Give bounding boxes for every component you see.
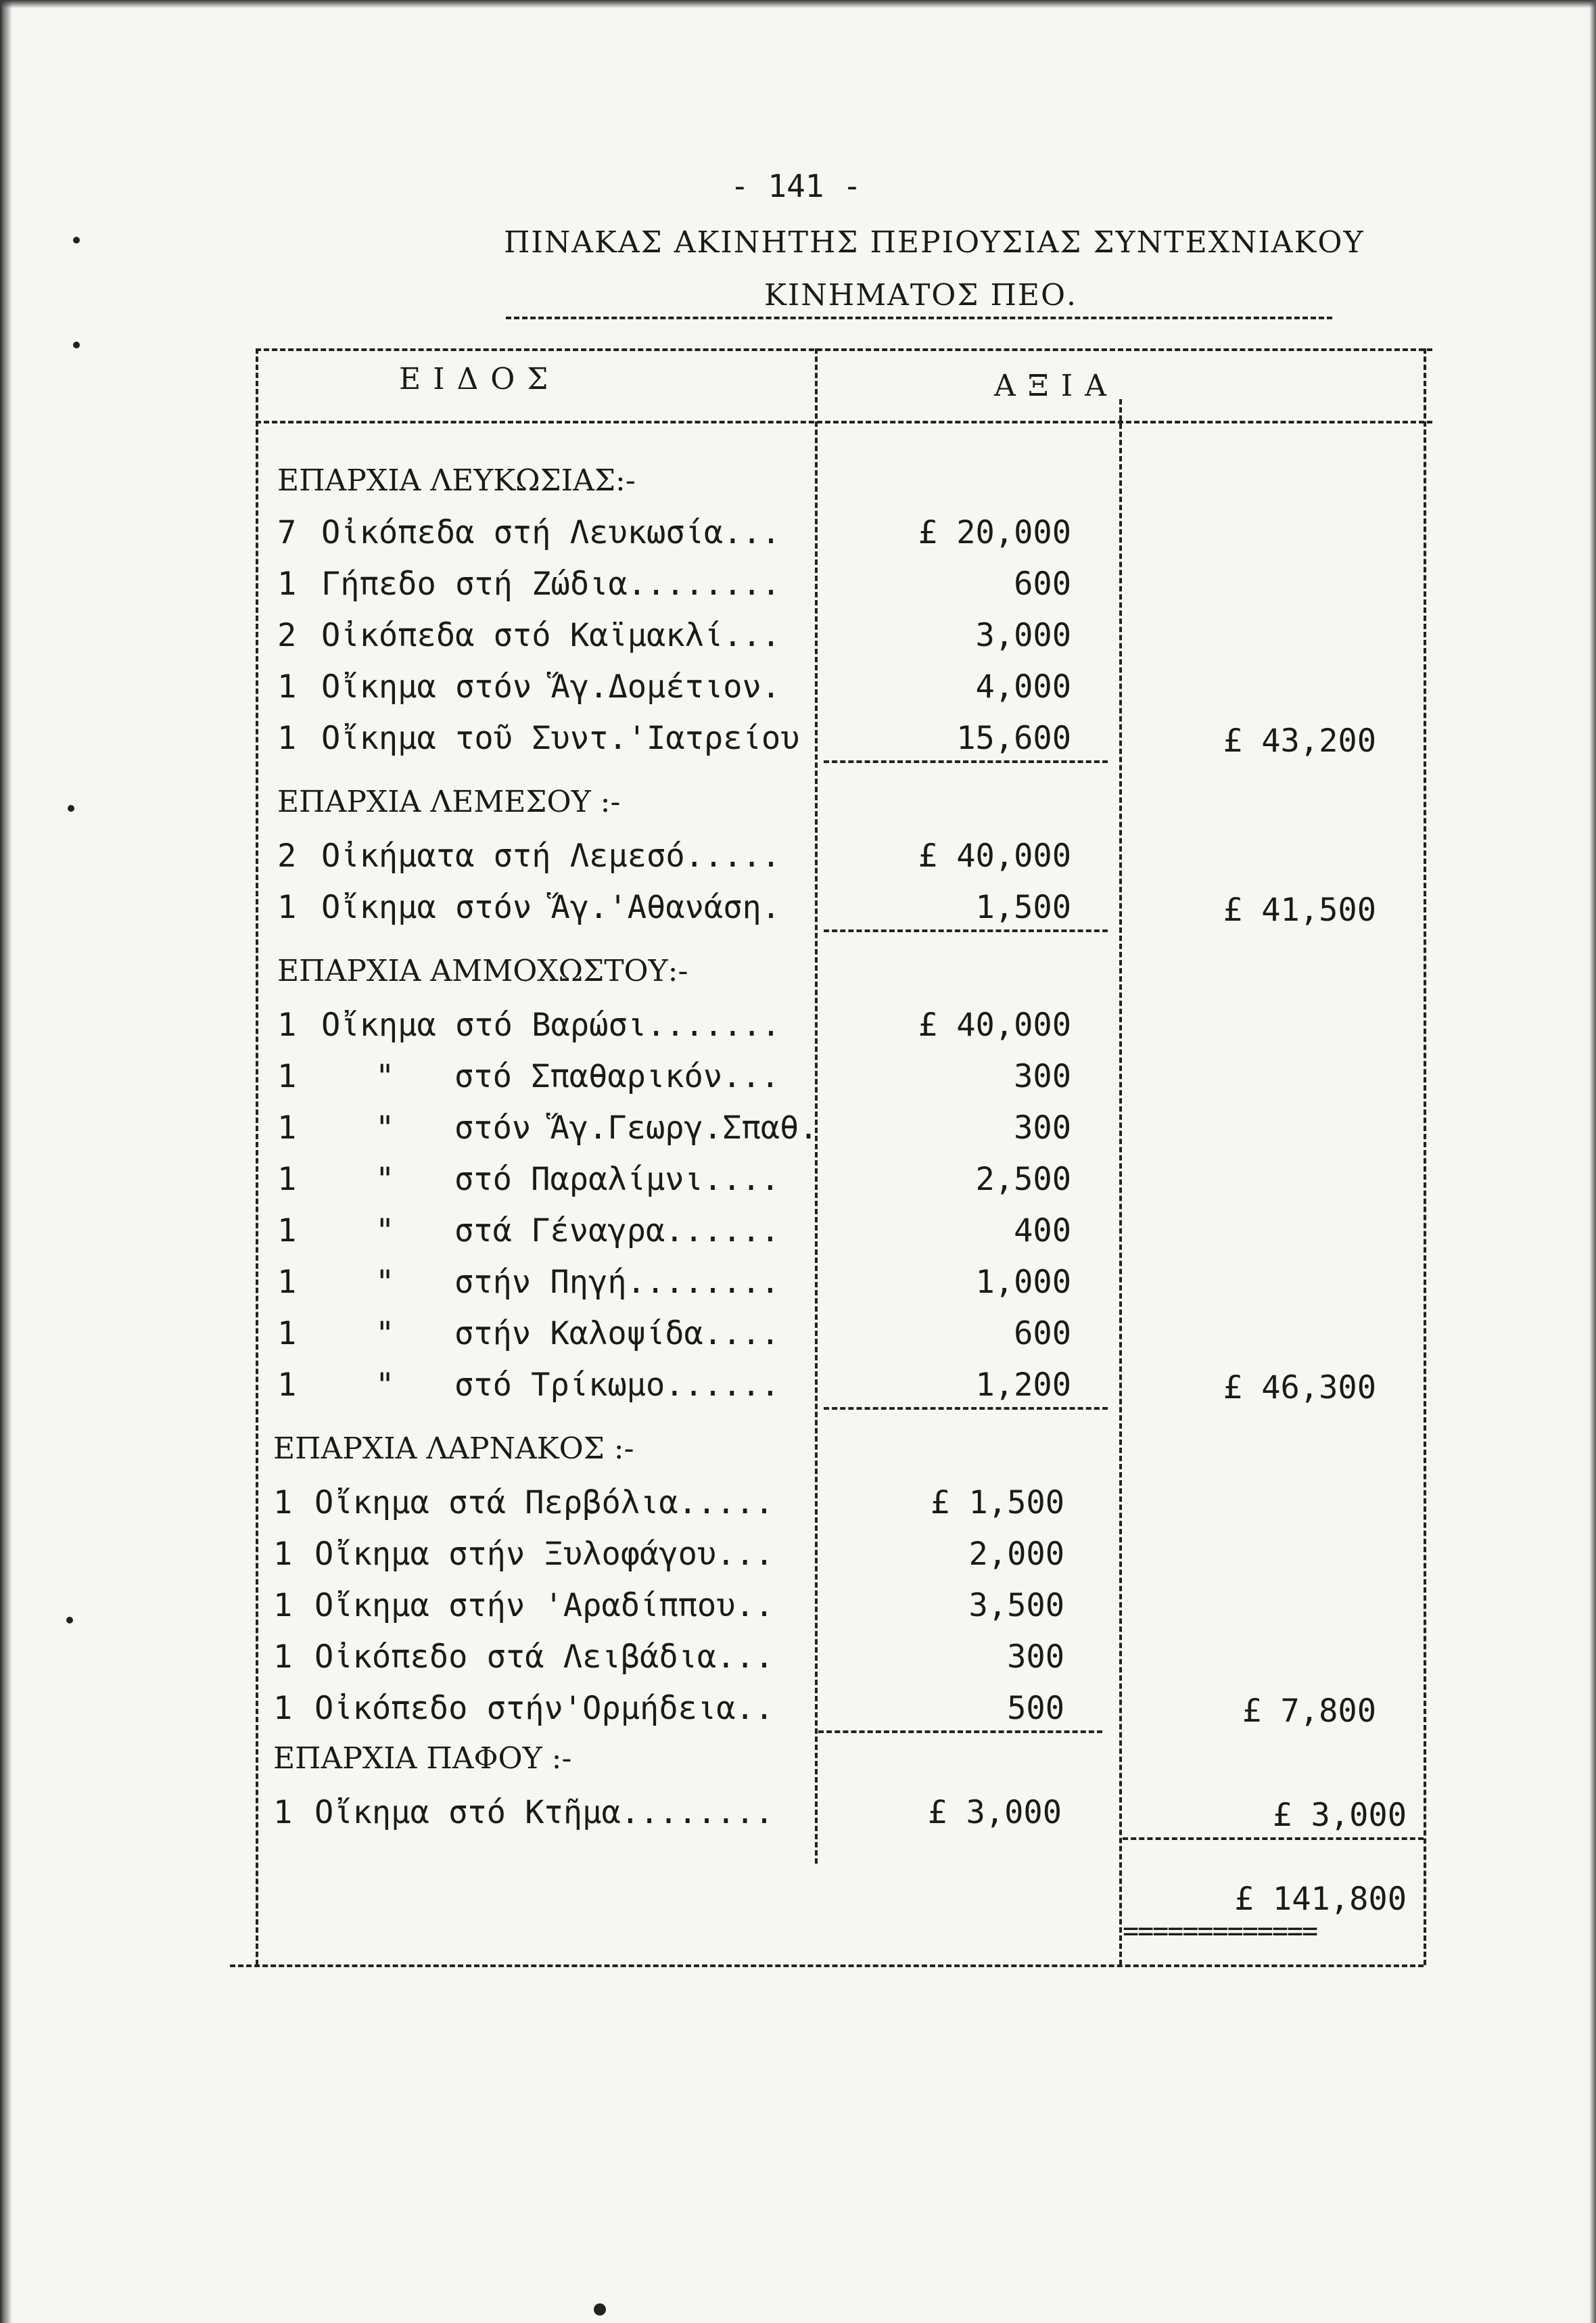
row-qty: 1 <box>277 1212 297 1249</box>
column-header-value: Α Ξ Ι Α <box>994 369 1108 403</box>
scan-speck <box>594 2303 606 2316</box>
section-heading: ΕΠΑΡΧΙΑ ΛΑΡΝΑΚΟΣ :- <box>273 1431 634 1466</box>
row-value: 15,600 <box>956 720 1071 757</box>
row-value: 2,000 <box>968 1536 1064 1573</box>
row-qty: 1 <box>273 1587 293 1624</box>
row-desc: Οἴκημα στό Βαρώσι....... <box>321 1007 781 1044</box>
row-qty: 1 <box>273 1638 293 1676</box>
table-right-border <box>1424 348 1426 1965</box>
row-desc: Οἴκημα στά Περβόλια..... <box>314 1484 774 1521</box>
row-ditto: " <box>375 1058 395 1095</box>
row-qty: 1 <box>273 1536 293 1573</box>
row-qty: 1 <box>277 889 297 926</box>
row-qty: 2 <box>277 837 297 875</box>
row-qty: 1 <box>277 1366 297 1404</box>
row-qty: 1 <box>277 720 297 757</box>
subtotal-rule <box>824 929 1108 932</box>
scan-edge-top <box>0 0 1596 8</box>
document-subtitle: ΚΙΝΗΜΑΤΟΣ ΠΕΟ. <box>764 278 1078 313</box>
row-desc: στό Παραλίμνι.... <box>454 1161 780 1198</box>
row-ditto: " <box>375 1212 395 1249</box>
column-header-item: Ε Ι Δ Ο Σ <box>399 362 550 396</box>
title-underline <box>506 317 1332 319</box>
row-qty: 1 <box>277 1109 297 1147</box>
row-qty: 1 <box>277 1058 297 1095</box>
row-value: 1,500 <box>975 889 1071 926</box>
section-total: £ 3,000 <box>1272 1797 1407 1834</box>
row-value: 600 <box>1014 1315 1071 1352</box>
row-value: 600 <box>1014 566 1071 603</box>
grand-total: £ 141,800 <box>1234 1881 1407 1918</box>
row-desc: Οἴκημα τοῦ Συντ.'Ιατρείου <box>321 720 800 757</box>
scan-edge-left <box>0 0 12 2323</box>
row-desc: Οἴκημα στήν Ξυλοφάγου... <box>314 1536 774 1573</box>
section-total: £ 46,300 <box>1223 1369 1376 1406</box>
scan-speck <box>73 237 80 244</box>
table-top-rule <box>256 348 1432 351</box>
row-qty: 1 <box>277 566 297 603</box>
subtotal-rule <box>824 760 1108 763</box>
row-value: 1,000 <box>975 1264 1071 1301</box>
row-desc: Οἰκόπεδα στό Καϊμακλί... <box>321 617 781 654</box>
row-desc: στήν Καλοψίδα.... <box>454 1315 780 1352</box>
row-value: 400 <box>1014 1212 1071 1249</box>
row-qty: 1 <box>273 1690 293 1727</box>
section-total: £ 7,800 <box>1242 1693 1376 1730</box>
row-qty: 1 <box>277 1007 297 1044</box>
row-qty: 1 <box>277 668 297 706</box>
row-desc: στό Σπαθαρικόν... <box>454 1058 780 1095</box>
section-heading: ΕΠΑΡΧΙΑ ΠΑΦΟΥ :- <box>273 1741 572 1776</box>
row-desc: Οἴκημα στήν 'Αραδίππου.. <box>314 1587 774 1624</box>
row-desc: στήν Πηγή........ <box>454 1264 780 1301</box>
row-value: 1,200 <box>975 1366 1071 1404</box>
row-value: 3,500 <box>968 1587 1064 1624</box>
table-left-border <box>256 348 258 1965</box>
row-desc: Οἴκημα στό Κτῆμα........ <box>314 1794 774 1831</box>
row-desc: Οἰκήματα στή Λεμεσό..... <box>321 837 781 875</box>
subtotal-rule <box>818 1730 1102 1733</box>
row-value: £ 20,000 <box>918 514 1071 551</box>
row-value: £ 1,500 <box>930 1484 1064 1521</box>
row-ditto: " <box>375 1161 395 1198</box>
column-divider-item <box>815 348 818 1864</box>
row-desc: Οἰκόπεδο στήν'Ορμήδεια.. <box>314 1690 774 1727</box>
row-desc: στό Τρίκωμο...... <box>454 1366 780 1404</box>
row-value: £ 40,000 <box>918 837 1071 875</box>
section-total: £ 43,200 <box>1223 722 1376 760</box>
section-heading: ΕΠΑΡΧΙΑ ΑΜΜΟΧΩΣΤΟΥ:- <box>277 954 688 988</box>
row-qty: 1 <box>273 1484 293 1521</box>
grand-total-rule <box>1123 1837 1424 1840</box>
row-value: 300 <box>1014 1109 1071 1147</box>
scan-speck <box>66 1617 73 1624</box>
row-desc: Οἰκόπεδο στά Λειβάδια... <box>314 1638 774 1676</box>
row-value: 300 <box>1007 1638 1064 1676</box>
row-value: 300 <box>1014 1058 1071 1095</box>
row-value: 4,000 <box>975 668 1071 706</box>
table-bottom-rule <box>230 1964 1424 1967</box>
section-heading: ΕΠΑΡΧΙΑ ΛΕΥΚΩΣΙΑΣ:- <box>277 463 636 498</box>
row-desc: Οἴκημα στόν Ἅγ.'Αθανάση. <box>321 889 781 926</box>
row-desc: Γήπεδο στή Ζώδια........ <box>321 566 781 603</box>
row-value: 2,500 <box>975 1161 1071 1198</box>
row-value: 3,000 <box>975 617 1071 654</box>
row-value: 500 <box>1007 1690 1064 1727</box>
row-value: £ 40,000 <box>918 1007 1071 1044</box>
scan-edge-right <box>1589 0 1596 2323</box>
scan-speck <box>68 805 74 812</box>
row-qty: 2 <box>277 617 297 654</box>
row-ditto: " <box>375 1315 395 1352</box>
table-header-rule <box>256 421 1432 423</box>
subtotal-rule <box>824 1407 1108 1410</box>
row-ditto: " <box>375 1109 395 1147</box>
page-number: - 141 - <box>730 168 862 204</box>
row-desc: στά Γέναγρα...... <box>454 1212 780 1249</box>
row-desc: Οἰκόπεδα στή Λευκωσία... <box>321 514 781 551</box>
row-ditto: " <box>375 1366 395 1404</box>
section-heading: ΕΠΑΡΧΙΑ ΛΕΜΕΣΟΥ :- <box>277 785 621 819</box>
row-ditto: " <box>375 1264 395 1301</box>
row-qty: 1 <box>273 1794 293 1831</box>
section-total: £ 41,500 <box>1223 892 1376 929</box>
scan-speck <box>73 342 80 348</box>
row-desc: Οἴκημα στόν Ἅγ.Δομέτιον. <box>321 668 781 706</box>
document-title: ΠΙΝΑΚΑΣ ΑΚΙΝΗΤΗΣ ΠΕΡΙΟΥΣΙΑΣ ΣΥΝΤΕΧΝΙΑΚΟΥ <box>504 225 1365 260</box>
row-qty: 1 <box>277 1315 297 1352</box>
row-desc: στόν Ἅγ.Γεωργ.Σπαθ. <box>454 1109 818 1147</box>
row-qty: 7 <box>277 514 297 551</box>
row-value: £ 3,000 <box>927 1794 1062 1831</box>
row-qty: 1 <box>277 1264 297 1301</box>
column-divider-value <box>1119 399 1122 1965</box>
grand-total-double-rule: ============= <box>1123 1916 1317 1947</box>
row-qty: 1 <box>277 1161 297 1198</box>
